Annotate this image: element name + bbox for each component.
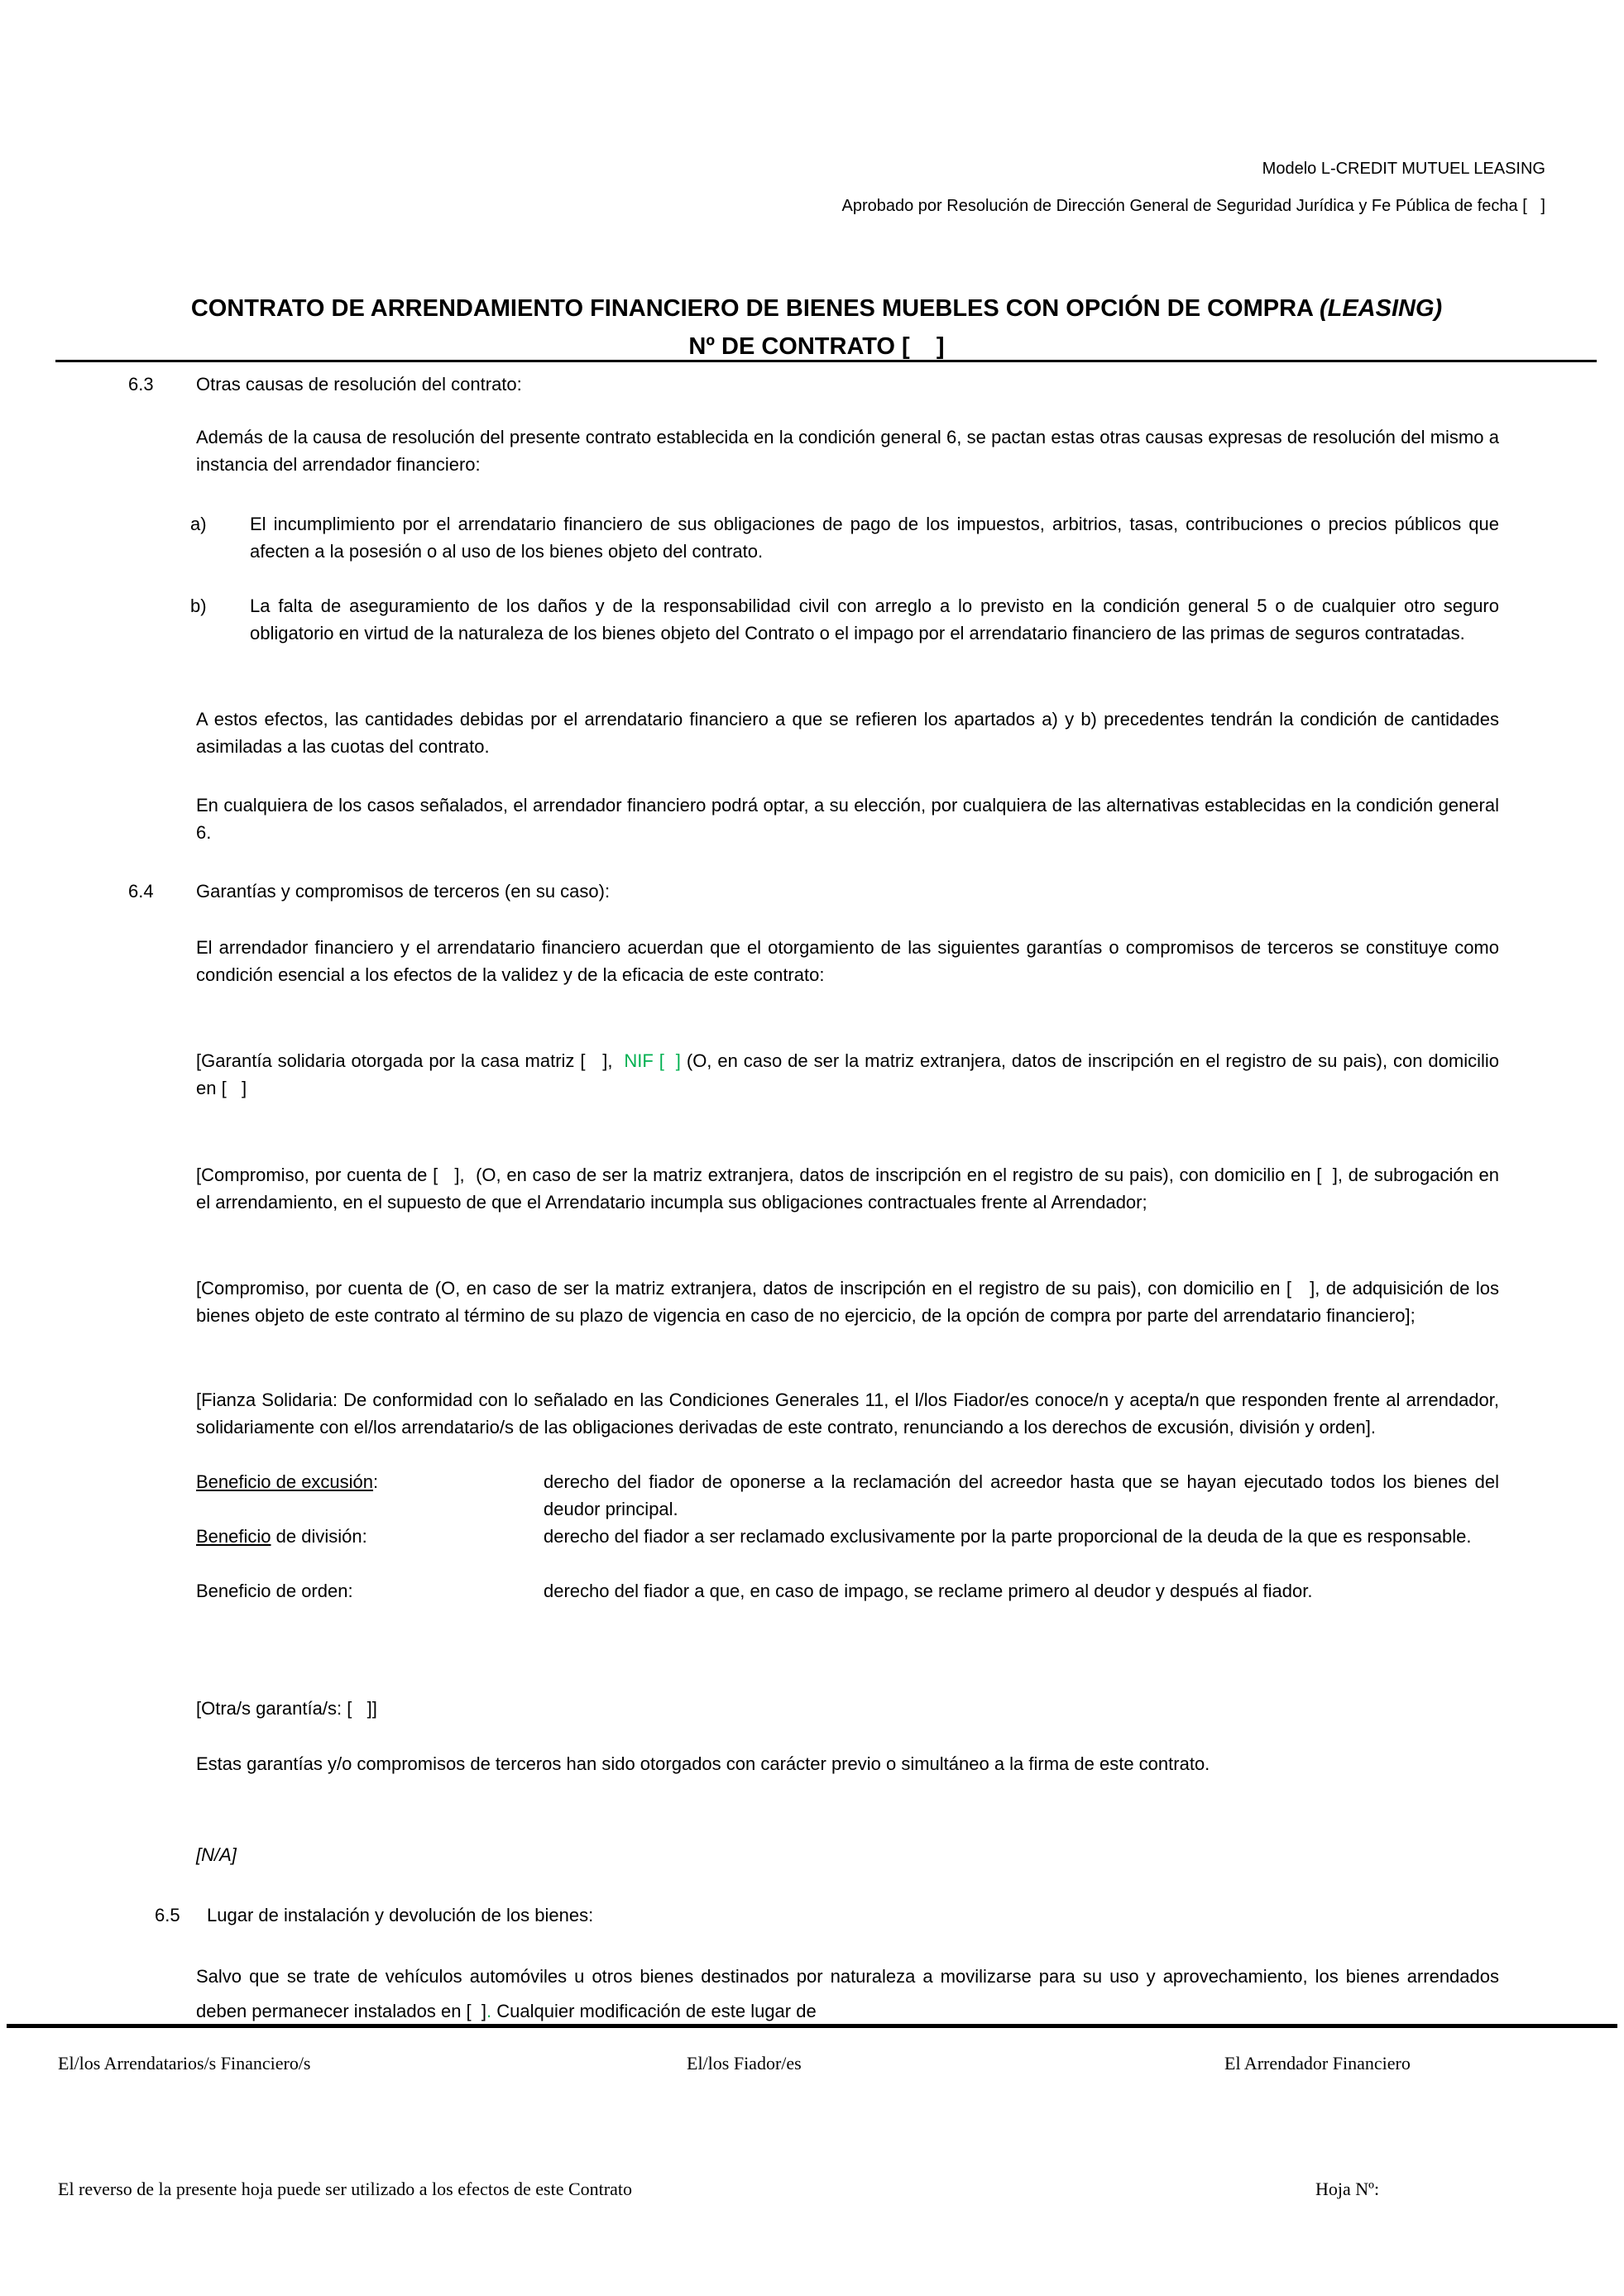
item-b-text: La falta de aseguramiento de los daños y de la responsabilidad civil con arreglo a lo previsto en la condición general 5 o de cualquier otro seguro obligatorio en virtud de la naturaleza de los bienes objeto del Contrato o el impago por el arrendatario financiero de las primas de seguros contratadas. (250, 596, 1499, 643)
signature-lessor-label: El Arrendador Financiero (1224, 2053, 1411, 2074)
clause-6-5-number: 6.5 (155, 1905, 180, 1925)
title-line-1-leasing: (LEASING) (1319, 295, 1443, 322)
clause-6-3-paragraph-efectos: A estos efectos, las cantidades debidas por el arrendatario financiero a que se refieren los apartados a) y b) precedentes tendrán la condición de cantidades asimiladas a las cuotas del contrato. (196, 709, 1499, 757)
term-underlined: Beneficio (196, 1526, 271, 1547)
clause-6-4-fianza-solidaria: [Fianza Solidaria: De conformidad con lo señalado en las Condiciones Generales 11, el l/los Fiador/es conoce/n y acepta/n que responden frente al arrendador, solidariamente con el/los arrendatario/s de las obligaciones derivadas de este contrato, renunciando a los derechos de excusión, división y orden]. (196, 1390, 1499, 1437)
definition-term (196, 1468, 544, 1523)
lugar-period-green: . (486, 2001, 492, 2021)
clause-6-5-paragraph (196, 1959, 1499, 2029)
clause-6-4-garantia-solidaria (196, 1047, 1499, 1102)
definition-text: derecho del fiador de oponerse a la reclamación del acreedor hasta que se hayan ejecutado todos los bienes del deudor principal. (544, 1471, 1499, 1519)
item-a-marker: a) (190, 514, 207, 534)
clause-6-3-intro: Además de la causa de resolución del presente contrato establecida en la condición general 6, se pactan estas otras causas expresas de resolución del mismo a instancia del arrendador financiero: (196, 427, 1499, 475)
clause-6-4-compromiso-subrogacion: [Compromiso, por cuenta de [ ], (O, en caso de ser la matriz extranjera, datos de inscripción en el registro de su pais), con domicilio en [ ], de subrogación en el arrendamiento, en el supuesto de que el Arrendatario incumpla sus obligaciones contractuales frente al Arrendador; (196, 1165, 1499, 1213)
item-b-marker: b) (190, 596, 207, 616)
signature-row (0, 2053, 1624, 2086)
signature-lessee-label: El/los Arrendatarios/s Financiero/s (58, 2053, 311, 2074)
definition-text: derecho del fiador a que, en caso de impago, se reclame primero al deudor y después al fiador. (544, 1581, 1313, 1601)
clause-6-4-na: [N/A] (196, 1844, 237, 1865)
header-approval-line: Aprobado por Resolución de Dirección General de Seguridad Jurídica y Fe Pública de fecha [ ] (841, 197, 1545, 215)
footer-rule (7, 2024, 1617, 2028)
title-rule (55, 360, 1597, 362)
term-underlined: Beneficio de excusión (196, 1471, 374, 1492)
term-rest: : (373, 1471, 379, 1492)
clause-6-3-item-a (190, 510, 1499, 565)
clause-6-5-title: Lugar de instalación y devolución de los bienes: (207, 1905, 594, 1925)
clause-6-4-title: Garantías y compromisos de terceros (en su caso): (196, 881, 611, 902)
term-rest: Beneficio de orden: (196, 1581, 353, 1601)
title-line-1 (55, 289, 1578, 328)
clause-6-3-number: 6.3 (128, 374, 154, 395)
definition-text: derecho del fiador a ser reclamado exclusivamente por la parte proporcional de la deuda de la que es responsable. (544, 1526, 1472, 1547)
clause-6-5-heading (155, 1901, 1499, 1929)
title-line-1-text: CONTRATO DE ARRENDAMIENTO FINANCIERO DE BIENES MUEBLES CON OPCIÓN DE COMPRA (190, 295, 1320, 322)
lugar-text-post: Cualquier modificación de este lugar de (491, 2001, 817, 2021)
definition-term (196, 1577, 544, 1632)
contract-body (128, 364, 1499, 2029)
garantia-text-pre: [Garantía solidaria otorgada por la casa matriz [ ], (196, 1050, 625, 1071)
bottom-row (0, 2179, 1624, 2212)
reverse-note: El reverso de la presente hoja puede ser utilizado a los efectos de este Contrato (58, 2179, 632, 2199)
clause-6-3-paragraph-alternativas: En cualquiera de los casos señalados, el arrendador financiero podrá optar, a su elección, por cualquiera de las alternativas establecidas en la condición general 6. (196, 795, 1499, 843)
clause-6-4-number: 6.4 (128, 881, 154, 902)
title-line-2-contract-number: Nº DE CONTRATO [ ] (688, 333, 945, 360)
doc-title (55, 289, 1578, 366)
definition-beneficio-division (196, 1523, 1499, 1577)
clause-6-4-intro: El arrendador financiero y el arrendatario financiero acuerdan que el otorgamiento de las siguientes garantías o compromisos de terceros se constituye como condición esencial a los efectos de la validez y de la eficacia de este contrato: (196, 937, 1499, 985)
definition-term (196, 1523, 544, 1577)
header-model-line: Modelo L-CREDIT MUTUEL LEASING (1262, 160, 1545, 178)
signature-guarantor-label: El/los Fiador/es (687, 2053, 802, 2074)
definition-beneficio-orden (196, 1577, 1499, 1632)
clause-6-4-heading (128, 878, 1499, 905)
definition-beneficio-excusion (196, 1468, 1499, 1523)
clause-6-3-item-b (190, 592, 1499, 674)
garantia-text-post: (O, en caso de ser la matriz extranjera, datos de inscripción en el registro de su pais), con domicilio en [ ] (196, 1050, 1500, 1098)
page-number-label: Hoja Nº: (1315, 2179, 1380, 2199)
clause-6-4-estas-garantias: Estas garantías y/o compromisos de terceros han sido otorgados con carácter previo o simultáneo a la firma de este contrato. (196, 1753, 1210, 1774)
garantia-nif-green: NIF [ ] (624, 1050, 681, 1071)
clause-6-4-compromiso-adquisicion: [Compromiso, por cuenta de (O, en caso de ser la matriz extranjera, datos de inscripción en el registro de su pais), con domicilio en [ ], de adquisición de los bienes objeto de este contrato al término de su plazo de vigencia en caso de no ejercicio, de la opción de compra por parte del arrendatario financiero]; (196, 1278, 1499, 1326)
clause-6-3-title: Otras causas de resolución del contrato: (196, 374, 522, 395)
term-rest: de división: (271, 1526, 367, 1547)
item-a-text: El incumplimiento por el arrendatario financiero de sus obligaciones de pago de los impuestos, arbitrios, tasas, contribuciones o precios públicos que afecten a la posesión o al uso de los bienes objeto del contrato. (250, 514, 1499, 562)
lugar-text-pre: Salvo que se trate de vehículos automóviles u otros bienes destinados por naturaleza a movilizarse para su uso y aprovechamiento, los bienes arrendados deben permanecer instalados en [ ] (196, 1966, 1499, 2021)
clause-6-4-otras-garantias: [Otra/s garantía/s: [ ]] (196, 1698, 377, 1719)
clause-6-3-heading (128, 371, 1499, 398)
doc-header (58, 151, 1545, 225)
